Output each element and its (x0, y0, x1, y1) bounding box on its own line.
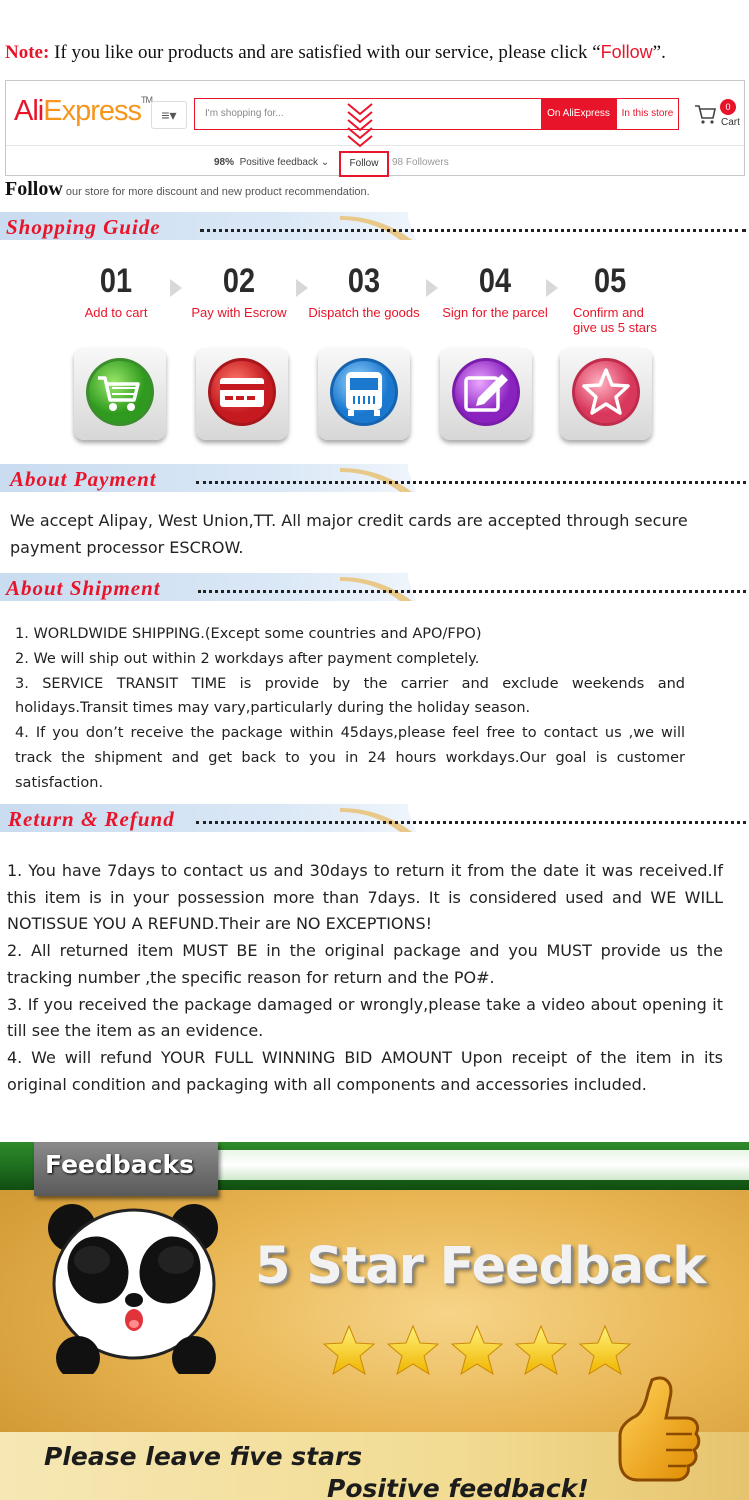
category-menu-icon[interactable]: ≡▾ (151, 101, 187, 129)
step-label (573, 305, 664, 335)
list-item: 2. All returned item MUST BE in the original package and you MUST provide us the tracking number ,the specific reason for return and the PO#. (7, 941, 723, 987)
search-on-aliexpress-button[interactable]: On AliExpress (541, 98, 616, 130)
refund-list (7, 858, 723, 1098)
step-number: 04 (478, 262, 512, 300)
star-icon (388, 1326, 438, 1374)
step-tile-card (196, 348, 288, 440)
step-arrow-icon (546, 279, 558, 297)
feedback-label: Positive feedback (239, 157, 318, 168)
feedback-percent: 98% (214, 157, 235, 168)
follow-heading: Follow (5, 178, 63, 200)
followers-count (392, 157, 449, 168)
step-4 (438, 262, 552, 320)
cart-icon (694, 103, 718, 127)
star-icon (324, 1326, 374, 1374)
step-number: 05 (594, 262, 627, 300)
list-item: 4. If you don’t receive the package within 45days,please feel free to contact us ,we will track the shipment and get back to you in 24 hours workdays.Our goal is customer satisfaction. (15, 725, 685, 791)
star-icon (516, 1326, 566, 1374)
follow-button[interactable]: Follow (339, 151, 389, 177)
step-3 (304, 262, 424, 320)
cart-label: Cart (721, 117, 740, 128)
step-number: 03 (347, 262, 381, 300)
followers-label: Followers (405, 157, 449, 168)
swoosh-decoration (340, 806, 420, 834)
note-lead: Note: (5, 42, 50, 63)
edit-icon (440, 348, 532, 440)
step-label: Add to cart (84, 305, 148, 320)
header-divider (6, 145, 744, 146)
list-item: 3. If you received the package damaged or wrongly,please take a video about opening it till see the item as an evidence. (7, 994, 723, 1041)
section-header-return-refund (0, 804, 749, 834)
step-arrow-icon (170, 279, 182, 297)
shopping-cart-icon (74, 348, 166, 440)
swoosh-decoration (340, 466, 420, 494)
swoosh-decoration (340, 575, 420, 603)
aliexpress-logo[interactable] (14, 95, 152, 128)
five-stars-row (322, 1322, 636, 1378)
dotted-rule (196, 821, 746, 824)
step-5 (568, 262, 664, 335)
swoosh-decoration (340, 214, 420, 242)
star-icon (560, 348, 652, 440)
note-quoted-follow: Follow (600, 42, 653, 62)
thumbs-up-icon (612, 1372, 702, 1500)
positive-feedback (214, 157, 329, 168)
logo-express-text: Express (43, 95, 141, 127)
feedback-chevron-icon[interactable]: ⌄ (320, 157, 330, 168)
green-bar-highlight (200, 1150, 749, 1180)
feedbacks-tab (34, 1142, 218, 1196)
followers-number: 98 (392, 157, 404, 168)
section-header-about-shipment (0, 573, 749, 603)
please-leave-five-stars: Please leave five stars (44, 1442, 363, 1471)
list-item: 3. SERVICE TRANSIT TIME is provide by the carrier and exclude weekends and holidays.Transit times may vary,particularly during the holiday season. (15, 675, 685, 717)
list-item: 4. We will refund YOUR FULL WINNING BID AMOUNT Upon receipt of the item in its original condition and packaging with all components and accessories included. (7, 1047, 723, 1094)
step-2 (186, 262, 292, 320)
step-1 (68, 262, 164, 320)
step-label-line1: Confirm and (573, 305, 644, 320)
feedback-banner (0, 1142, 749, 1500)
five-star-headline: 5 Star Feedback (255, 1237, 706, 1296)
star-icon (580, 1326, 630, 1374)
follow-line (5, 178, 370, 201)
step-label: Dispatch the goods (308, 305, 420, 320)
section-title: About Shipment (6, 576, 161, 600)
bus-icon (318, 348, 410, 440)
follow-note (5, 42, 745, 64)
shipment-list (15, 622, 685, 796)
step-label: Pay with Escrow (191, 305, 287, 320)
feedbacks-tab-label: Feedbacks (45, 1150, 194, 1179)
aliexpress-store-header (5, 80, 745, 176)
follow-description: our store for more discount and new product recommendation. (62, 186, 370, 198)
logo-tm: TM (141, 95, 152, 105)
note-tail: ”. (652, 42, 666, 63)
step-label: Sign for the parcel (442, 305, 548, 320)
cart-button[interactable] (694, 103, 738, 133)
logo-ali-text: Ali (14, 95, 44, 127)
section-header-about-payment (0, 464, 749, 494)
step-tile-star (560, 348, 652, 440)
cart-count-badge: 0 (720, 99, 736, 115)
payment-text: We accept Alipay, West Union,TT. All major credit cards are accepted through secure payment processor ESCROW. (10, 511, 688, 557)
list-item: 1. WORLDWIDE SHIPPING.(Except some countries and APO/FPO) (15, 626, 482, 642)
step-label-line2: give us 5 stars (573, 320, 657, 335)
step-arrow-icon (426, 279, 438, 297)
search-input[interactable]: I'm shopping for... (194, 98, 542, 130)
section-title: Return & Refund (8, 807, 175, 831)
step-tile-sign (440, 348, 532, 440)
step-number: 02 (222, 262, 256, 300)
section-title: Shopping Guide (6, 215, 161, 239)
search-in-store-button[interactable]: In this store (616, 98, 679, 130)
star-icon (452, 1326, 502, 1374)
step-tile-cart (74, 348, 166, 440)
note-text: If you like our products and are satisfied with our service, please click “ (49, 42, 601, 63)
dotted-rule (198, 590, 746, 593)
dotted-rule (196, 481, 746, 484)
dotted-rule (200, 229, 746, 232)
down-chevrons-icon (345, 102, 375, 148)
list-item: 2. We will ship out within 2 workdays after payment completely. (15, 650, 480, 667)
section-title: About Payment (10, 467, 157, 491)
step-number: 01 (99, 262, 133, 300)
positive-feedback-text: Positive feedback! (327, 1474, 589, 1500)
credit-card-icon (196, 348, 288, 440)
panda-icon (44, 1198, 224, 1374)
step-tile-bus (318, 348, 410, 440)
list-item: 1. You have 7days to contact us and 30days to return it from the date it was received.If this item is in your possession more than 7days. It is considered used and WE WILL NOTISSUE YOU A REFUND.Their are NO EXCEPTIONS! (7, 861, 723, 934)
section-header-shopping-guide (0, 212, 749, 242)
